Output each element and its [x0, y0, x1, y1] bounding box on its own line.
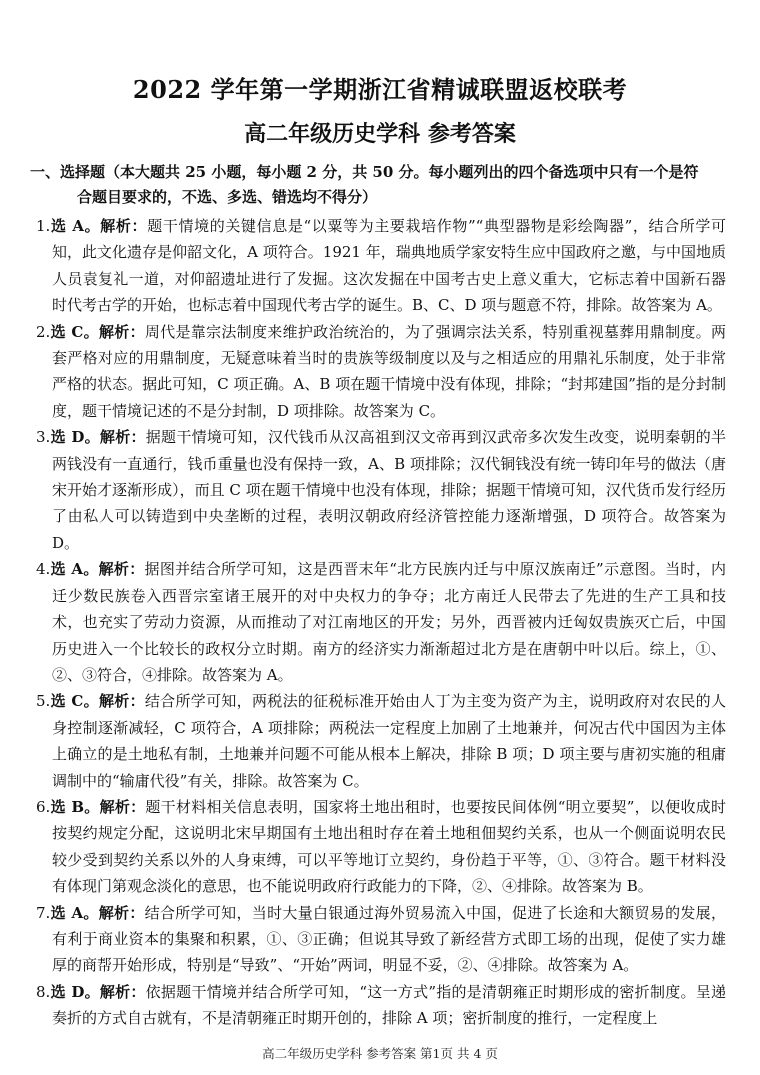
answer-number: 4.: [36, 560, 51, 579]
answer-explanation: 题干情境的关键信息是“以粟等为主要栽培作物”“典型器物是彩绘陶器”，结合所学可知，此文化遗存是仰韶文化，A 项符合。1921 年，瑞典地质学家安特生应中国政府之邀，与中国地质人员袁复礼一道，对仰韶遗址进行了发掘。这次发掘在中国考古史上意义重大，它标志着中国新石器时代考古学的开始，也标志着中国现代考古学的诞生。B、C、D 项与题意不符，排除。故答案为 A。: [52, 217, 726, 315]
answer-choice: 选 C。解析：: [50, 322, 145, 341]
section-heading-line-2: 合题目要求的，不选、多选、错选均不得分）: [77, 188, 378, 206]
answer-number: 6.: [36, 797, 51, 816]
answer-explanation: 依据题干情境并结合所学可知，“这一方式”指的是清朝雍正时期形成的密折制度。呈递奏折的方式自古就有，不是清朝雍正时期开创的，排除 A 项；密折制度的推行，一定程度上: [52, 982, 727, 1028]
answer-item: [36, 213, 726, 319]
answer-number: 8.: [36, 982, 51, 1001]
answer-explanation: 据图并结合所学可知，这是西晋末年“北方民族内迁与中原汉族南迁”示意图。当时，内迁少数民族卷入西晋宗室诸王展开的对中央权力的争夺；北方南迁人民带去了先进的生产工具和技术，也充实了劳动力资源，从而推动了对江南地区的开发；另外，西晋被内迁匈奴贵族灭亡后，中国历史进入一个比较长的政权分立时期。南方的经济实力渐渐超过北方是在唐朝中叶以后。综上，①、②、③符合，④排除。故答案为 A。: [52, 560, 726, 684]
answer-number: 2.: [36, 322, 51, 341]
answer-explanation: 结合所学可知，两税法的征税标准开始由人丁为主变为资产为主，说明政府对农民的人身控制逐渐减轻，C 项符合，A 项排除；两税法一定程度上加剧了土地兼并，何况古代中国因为主体上确立的是土地私有制，土地兼并问题不可能从根本上解决，排除 B 项；D 项主要与唐初实施的租庸调制中的“输庸代役”有关，排除。故答案为 C。: [52, 692, 726, 790]
section-heading-line-1: 一、选择题（本大题共 25 小题，每小题 2 分，共 50 分。每小题列出的四个备选项中只有一个是符: [30, 163, 699, 181]
answer-explanation: 周代是靠宗法制度来维护政治统治的，为了强调宗法关系，特别重视墓葬用鼎制度。两套严格对应的用鼎制度，无疑意味着当时的贵族等级制度以及与之相适应的用鼎礼乐制度，处于非常严格的状态。据此可知，C 项正确。A、B 项在题干情境中没有体现，排除；“封邦建国”指的是分封制度，题干情境记述的不是分封制，D 项排除。故答案为 C。: [52, 322, 726, 420]
answer-explanation: 结合所学可知，当时大量白银通过海外贸易流入中国，促进了长途和大额贸易的发展，有利于商业资本的集聚和积累，①、③正确；但说其导致了新经营方式即工场的出现，促使了实力雄厚的商帮开始形成，特别是“导致”、“开始”两词，明显不妥，②、④排除。故答案为 A。: [52, 903, 726, 975]
answer-choice: 选 B。解析：: [50, 797, 146, 816]
answer-item: [36, 424, 726, 556]
answer-choice: 选 A。解析：: [50, 903, 145, 922]
answer-choice: 选 D。解析：: [50, 982, 146, 1001]
document-subtitle: 高二年级历史学科 参考答案: [244, 121, 516, 147]
answer-choice: 选 A。解析：: [50, 217, 148, 235]
page-footer: 高二年级历史学科 参考答案 第1页 共 4 页: [262, 1046, 498, 1061]
answer-item: [36, 979, 726, 1032]
answer-choice: 选 D。解析：: [50, 428, 146, 447]
answer-item: [36, 556, 726, 688]
answer-number: 5.: [36, 692, 51, 711]
answer-item: [36, 688, 726, 794]
document-title: 2022 学年第一学期浙江省精诚联盟返校联考: [132, 75, 628, 104]
section-heading: [30, 160, 730, 210]
answer-number: 3.: [36, 428, 51, 447]
answer-item: [36, 900, 726, 979]
answer-item: [36, 794, 726, 900]
answer-number: 7.: [36, 903, 51, 922]
answer-explanation: 据题干情境可知，汉代钱币从汉高祖到汉文帝再到汉武帝多次发生改变，说明秦朝的半两钱没有一直通行，钱币重量也没有保持一致，A、B 项排除；汉代铜钱没有统一铸印年号的做法（唐宋开始才逐渐形成），而且 C 项在题干情境中也没有体现，排除；据题干情境可知，汉代货币发行经历了由私人可以铸造到中央垄断的过程，表明汉朝政府经济管控能力逐渐增强，D 项符合。故答案为 D。: [52, 428, 726, 552]
answer-choice: 选 C。解析：: [50, 692, 145, 711]
answer-number: 1.: [36, 217, 51, 235]
answer-choice: 选 A。解析：: [50, 560, 145, 579]
answer-list: [36, 213, 726, 1032]
answer-item: [36, 319, 726, 425]
answer-explanation: 题干材料相关信息表明，国家将土地出租时，也要按民间体例“明立要契”，以便收成时按契约规定分配，这说明北宋早期国有土地出租时存在着土地租佃契约关系，也从一个侧面说明农民较少受到契约关系以外的人身束缚，可以平等地订立契约，身份趋于平等，①、③符合。题干材料没有体现门第观念淡化的意思，也不能说明政府行政能力的下降，②、④排除。故答案为 B。: [52, 797, 727, 896]
